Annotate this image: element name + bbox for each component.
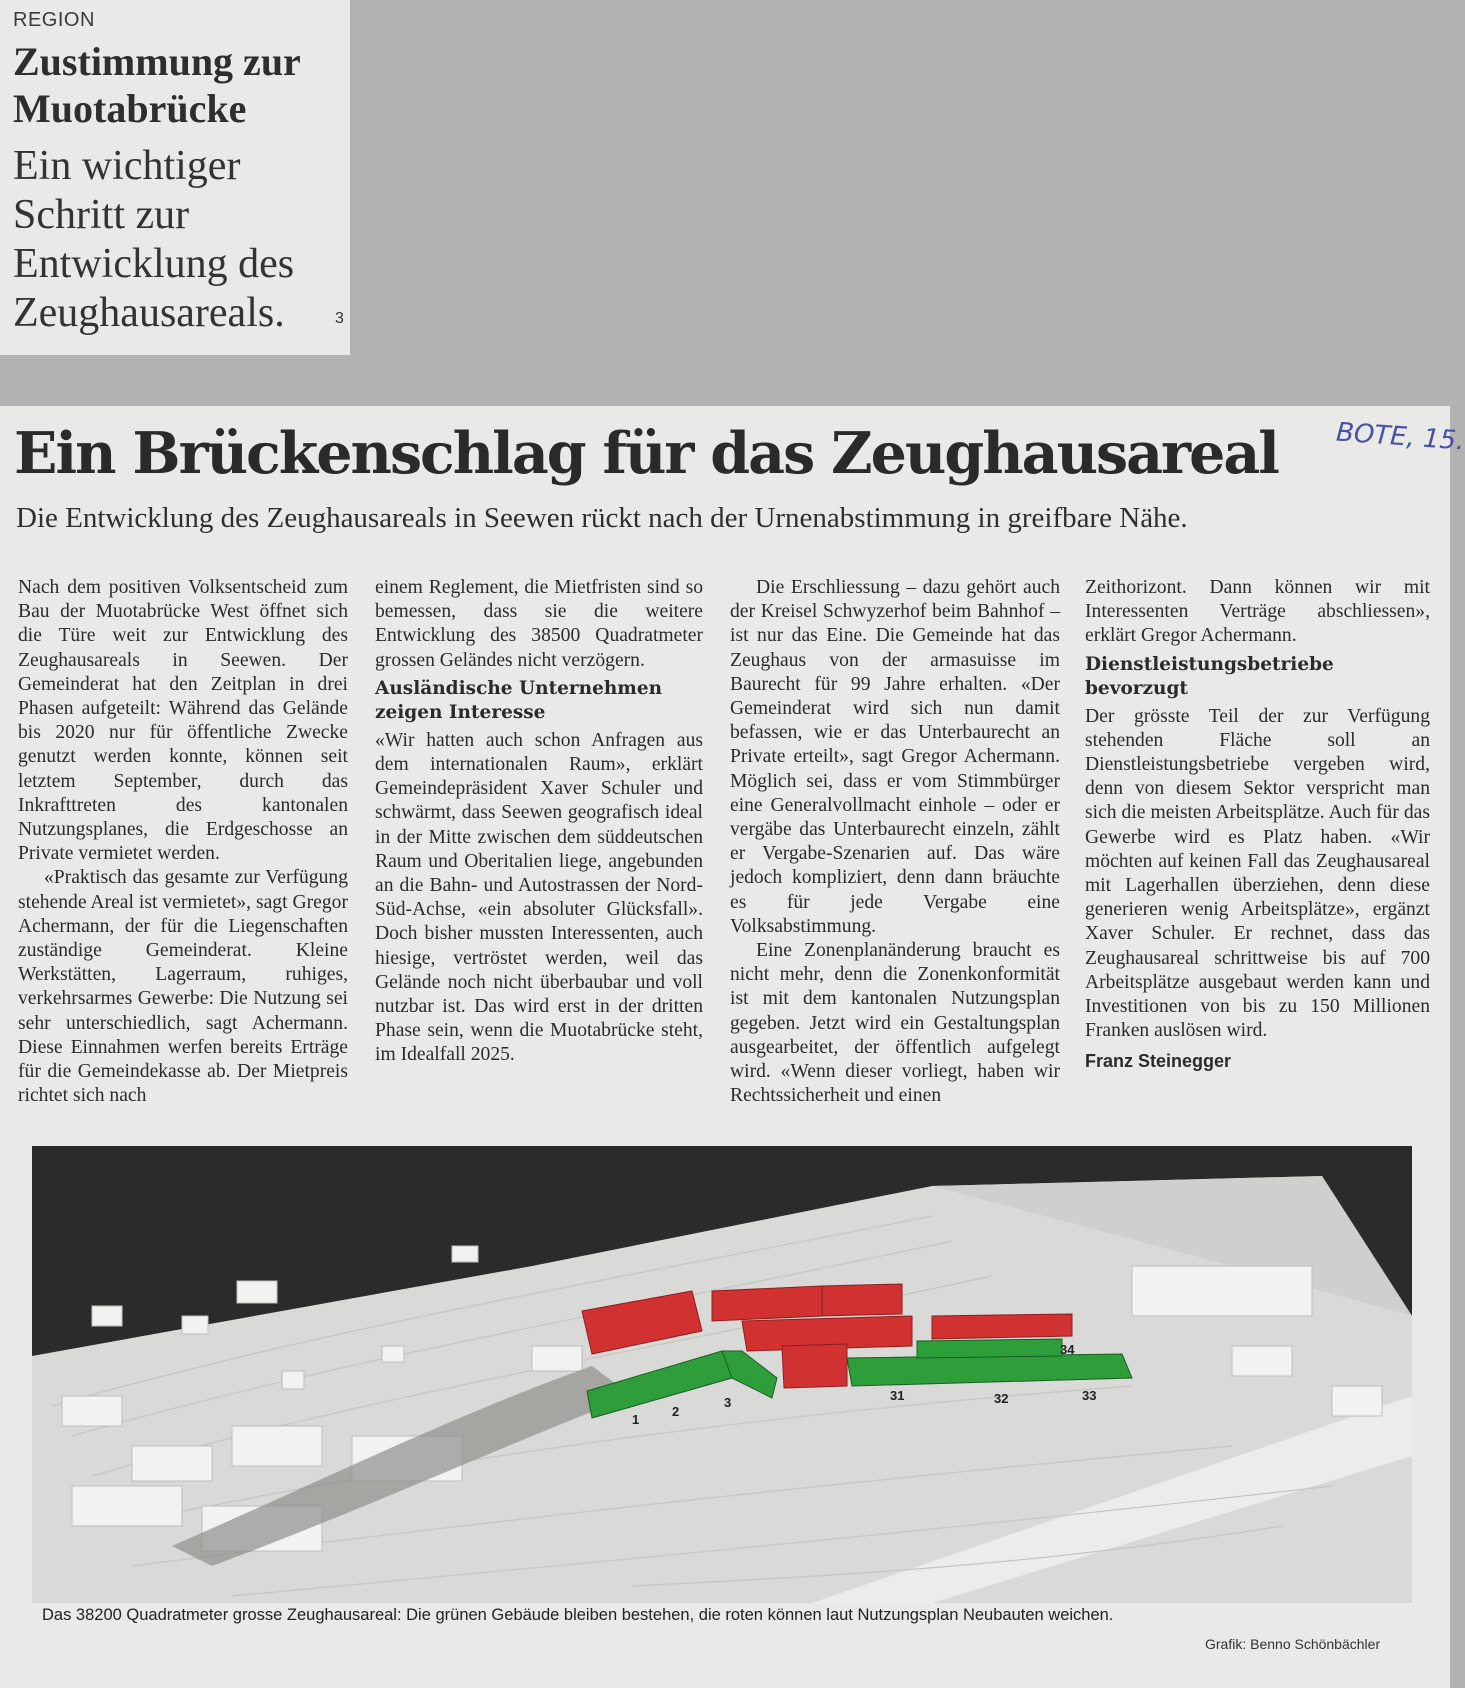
building-label-34: 34 (1060, 1342, 1075, 1357)
paragraph: «Praktisch das gesamte zur Verfügung stehende Areal ist vermietet», sagt Gregor Achermann, der für die Liegenschaften zuständige Gemeinderat. Kleine Werkstätten, Lagerraum, ruhiges, verkehrsarmes Gewerbe: Die Nutzung sei sehr unterschiedlich, sagt Achermann. Diese Einnahmen werfen bereits Erträge für die Gemeindekasse ab. Der Mietpreis richtet sich nach (18, 867, 348, 1107)
teaser-page-number: 3 (335, 310, 344, 327)
building-label-1: 1 (632, 1412, 640, 1427)
subheading: Dienstleistungsbetriebe bevorzugt (1085, 653, 1334, 699)
section-kicker: REGION (13, 9, 95, 31)
article-column-2 (375, 576, 703, 1068)
paragraph: Zeithorizont. Dann können wir mit Interessenten Verträge abschliessen», erklärt Gregor Achermann. (1085, 577, 1430, 647)
image-credit: Grafik: Benno Schönbächler (1205, 1636, 1381, 1652)
image-caption: Das 38200 Quadratmeter grosse Zeughausareal: Die grünen Gebäude bleiben bestehen, die roten können laut Nutzungsplan Neubauten weichen. (42, 1606, 1114, 1624)
author-byline: Franz Steinegger (1085, 1051, 1232, 1072)
article-headline: Ein Brückenschlag für das Zeughausareal (14, 420, 1278, 487)
paragraph: Die Erschliessung – dazu gehört auch der Kreisel Schwyzerhof beim Bahnhof – ist nur das Eine. Die Gemeinde hat das Zeughaus von der armasuisse im Baurecht für 99 Jahre erhalten. «Der Gemeinderat wird sich nun damit befassen, wie er das Unterbaurecht an Private erteilt», sagt Gregor Achermann. Möglich sei, dass er vom Stimmbürger eine Generalvollmacht einhole – oder er vergäbe das Unterbaurecht einzeln, zählt er Vergabe-Szenarien auf. Das wäre jedoch kompliziert, denn dann bräuchte es für jede Vergabe eine Volksabstimmung. (730, 577, 1060, 937)
building-label-32: 32 (994, 1391, 1009, 1406)
article-deck: Die Entwicklung des Zeughausareals in Seewen rückt nach der Urnenabstimmung in greifbare Nähe. (16, 502, 1188, 534)
article-column-3 (730, 576, 1060, 1108)
teaser-clipping (0, 0, 350, 355)
paragraph: «Wir hatten auch schon Anfragen aus dem internationalen Raum», erklärt Gemeindepräsident Xaver Schuler und schwärmt, dass Seewen geografisch ideal in der Mitte zwischen dem süddeutschen Raum und Oberitalien liege, angebunden an die Bahn- und Autostrassen der Nord-Süd-Achse, «ein absoluter Glücksfall». Doch bisher mussten Interessenten, auch hiesige, vertröstet werden, weil das Gelände noch nicht überbaubar und voll nutzbar ist. Das wird erst in der dritten Phase sein, wenn die Muotabrücke steht, im Idealfall 2025. (375, 729, 703, 1066)
paragraph: Der grösste Teil der zur Verfügung stehenden Fläche soll an Dienstleistungsbetriebe vergeben wird, denn von diesem Sektor verspricht man sich die meisten Arbeitsplätze. Auch für das Gewerbe wird es Platz haben. «Wir möchten auf keinen Fall das Zeughausareal mit Lagerhallen überziehen, denn diese generieren wenig Arbeitsplätze», ergänzt Xaver Schuler. Er rechnet, dass das Zeughausareal schrittweise bis auf 700 Arbeitsplätze ausgebaut werden kann und Investitionen von bis zu 150 Millionen Franken auslösen wird. (1085, 705, 1430, 1042)
paragraph: Eine Zonenplanänderung braucht es nicht mehr, denn die Zonenkonformität ist mit dem kantonalen Nutzungsplan gegeben. Jetzt wird ein Gestaltungsplan ausgearbeitet, der öffentlich aufgelegt wird. «Wenn dieser vorliegt, haben wir Rechtssicherheit und einen (730, 940, 1060, 1107)
article-column-4 (1085, 576, 1430, 1074)
building-label-2: 2 (672, 1404, 680, 1419)
paragraph: Nach dem positiven Volksentscheid zum Bau der Muotabrücke West öffnet sich die Türe weit zur Entwicklung des Zeughausareals in Seewen. Der Gemeinderat hat den Zeitplan in drei Phasen aufgeteilt: Während das Gelände bis 2020 nur für öffentliche Zwecke genutzt werden konnte, können seit letztem September, durch das Inkrafttreten des kantonalen Nutzungsplanes, die Erdgeschosse an Private vermietet werden. (18, 577, 348, 865)
article-column-1 (18, 576, 348, 1108)
teaser-deck: Ein wichtiger Schritt zur Entwicklung des Zeughausareals. (13, 143, 295, 336)
building-label-33: 33 (1082, 1388, 1097, 1403)
article-clipping (0, 406, 1465, 1688)
teaser-headline: Zustimmung zur Muotabrücke (13, 39, 301, 131)
subheading: Ausländische Unternehmen zeigen Interesse (375, 677, 663, 723)
site-model-photo (32, 1146, 1412, 1603)
building-label-31: 31 (890, 1388, 905, 1403)
building-label-3: 3 (724, 1395, 732, 1410)
handwritten-note: BOTE, 15. (1335, 417, 1465, 457)
site-model-illustration (32, 1146, 1412, 1603)
paragraph: einem Reglement, die Mietfristen sind so bemessen, dass sie die weitere Entwicklung des 38500 Quadratmeter grossen Geländes nicht verzögern. (375, 577, 703, 671)
